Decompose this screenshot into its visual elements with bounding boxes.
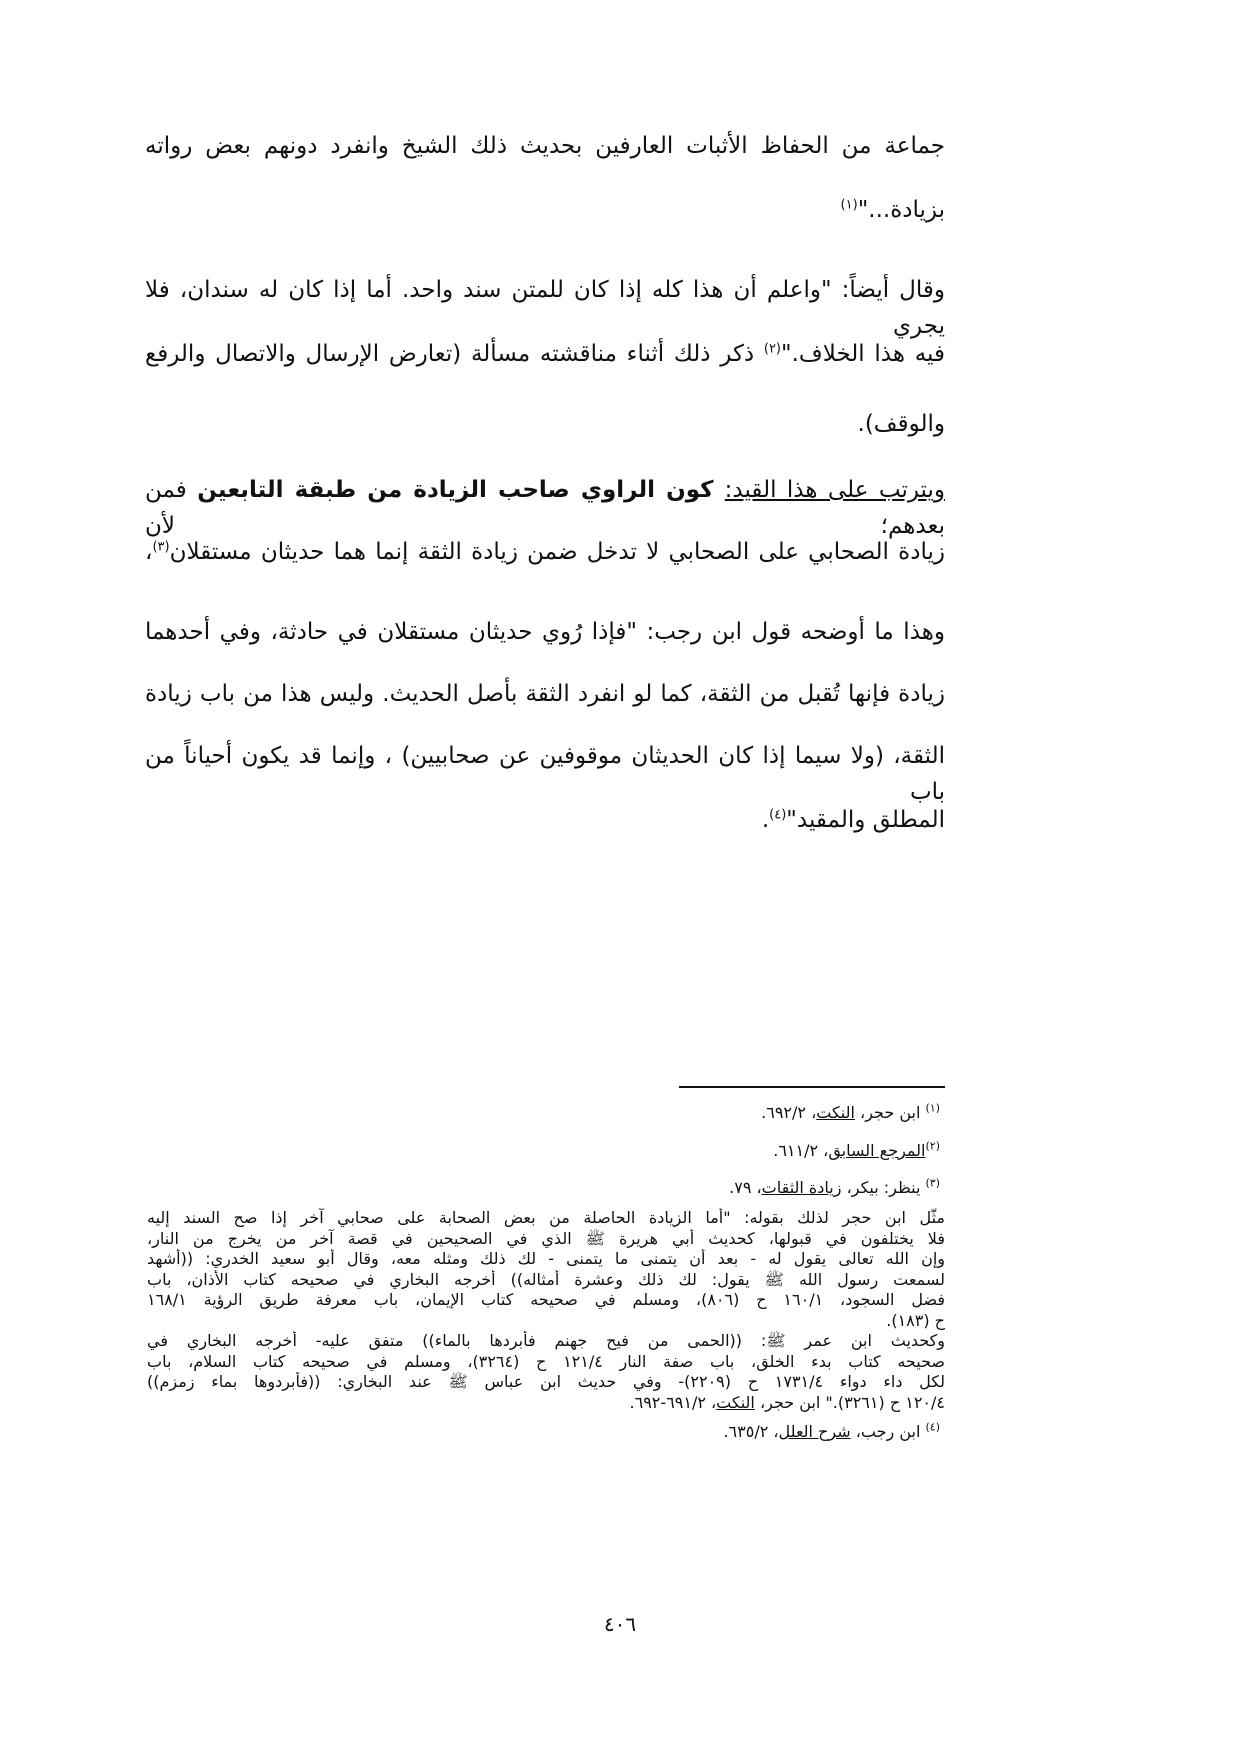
body-text: جماعة من الحفاظ الأثبات العارفين بحديث ذلك الشيخ وانفرد دونهم بعض رواته	[145, 133, 945, 159]
footnote-ref-1[interactable]: (١)	[840, 197, 858, 213]
footnote-title-link: النكت	[716, 1392, 755, 1412]
body-line-5	[145, 406, 945, 442]
footnote-marker: (٢)	[925, 1139, 940, 1153]
footnote-text: ، ٦٩٢/٢.	[761, 1103, 817, 1122]
footnote-marker: (١)	[925, 1101, 940, 1115]
body-text: الثقة، (ولا سيما إذا كان الحديثان موقوفين عن صحابيين) ، وإنما قد يكون أحياناً من باب	[145, 743, 945, 805]
footnote-text: ابن حجر،	[854, 1103, 926, 1122]
body-line-1	[145, 128, 945, 164]
footnote-row: وإن الله تعالى يقول له - بعد أن يتمنى ما يتمنى - لك ذلك ومثله معه، وقال أبو سعيد الخدري: ((أشهد	[147, 1249, 945, 1268]
body-text: فمن بعدهم؛ لأن	[145, 477, 945, 539]
body-line-2	[145, 192, 945, 228]
footnote-row: ح (١٨٣).	[886, 1310, 945, 1330]
body-text: بزيادة..."	[857, 197, 945, 223]
footnote-2	[773, 1140, 940, 1162]
body-text: وقال أيضاً: "واعلم أن هذا كله إذا كان للمتن سند واحد. أما إذا كان له سندان، فلا يجري	[145, 277, 945, 339]
body-text: والوقف).	[857, 411, 945, 437]
footnote-text: ، ٦٩١/٢-٦٩٢.	[629, 1392, 717, 1412]
body-line-3	[145, 272, 945, 344]
footnote-row: فضل السجود، ١٦٠/١ ح (٨٠٦)، ومسلم في صحيحه كتاب الإيمان، باب معرفة طريق الرؤية ١٦٨/١	[147, 1290, 945, 1309]
footnote-text: ، ٦١١/٢.	[773, 1141, 829, 1160]
bold-phrase: كون الراوي صاحب الزيادة من طبقة التابعين	[197, 477, 725, 503]
body-line-10	[145, 738, 945, 810]
footnote-marker: (٤)	[925, 1420, 940, 1434]
footnote-separator	[679, 1086, 945, 1088]
footnote-text: ١٢٠/٤ ح (٣٢٦١)." ابن حجر،	[754, 1392, 945, 1412]
footnote-ref-2[interactable]: (٢)	[763, 341, 781, 357]
footnote-title-link: المرجع السابق	[828, 1141, 926, 1160]
body-text: ،	[145, 539, 153, 565]
body-line-7	[145, 534, 945, 570]
footnote-row: صحيحه كتاب بدء الخلق، باب صفة النار ١٢١/٤ ح (٣٢٦٤)، ومسلم في صحيحه كتاب السلام، باب	[147, 1351, 945, 1371]
footnote-title-link: شرح العلل	[778, 1422, 851, 1441]
footnote-3	[729, 1177, 940, 1199]
body-text: زيادة الصحابي على الصحابي لا تدخل ضمن زيادة الثقة إنما هما حديثان مستقلان	[169, 539, 945, 565]
footnote-row: وكحديث ابن عمر ﷺ: ((الحمى من فيح جهنم فأبردها بالماء)) متفق عليه- أخرجه البخاري في	[147, 1331, 945, 1350]
footnote-row: فلا يختلفون في قبولها، كحديث أبي هريرة ﷺ الذي في الصحيحين في قصة آخر من يخرج من النار،	[147, 1228, 945, 1248]
footnote-title-link: زيادة الثقات	[761, 1178, 842, 1197]
footnote-marker: (٣)	[925, 1176, 940, 1190]
footnote-ref-4[interactable]: (٤)	[769, 807, 787, 823]
footnote-title-link: النكت	[816, 1103, 855, 1122]
page-number: ٤٠٦	[603, 1612, 637, 1636]
footnote-text: ، ٦٣٥/٢.	[723, 1422, 779, 1441]
body-text: زيادة فإنها تُقبل من الثقة، كما لو انفرد الثقة بأصل الحديث. وليس هذا من باب زيادة	[145, 681, 945, 707]
body-line-9	[145, 676, 945, 712]
underlined-phrase: ويترتب على هذا القيد:	[724, 477, 945, 503]
footnote-row	[147, 1393, 945, 1414]
footnote-3-body	[147, 1208, 945, 1413]
body-text: المطلق والمقيد"	[786, 807, 945, 833]
footnote-ref-3[interactable]: (٣)	[152, 539, 170, 555]
footnote-text: ينظر: بيكر،	[841, 1178, 926, 1197]
body-line-11	[145, 802, 945, 838]
footnote-4	[723, 1421, 940, 1443]
body-text: ذكر ذلك أثناء مناقشته مسألة (تعارض الإرسال والاتصال والرفع	[145, 341, 764, 367]
body-text: .	[761, 807, 770, 833]
footnote-row: مثّل ابن حجر لذلك بقوله: "أما الزيادة الحاصلة من بعض الصحابة على صحابي آخر إذا صح السند إليه	[147, 1208, 945, 1227]
body-text: وهذا ما أوضحه قول ابن رجب: "فإذا رُوي حديثان مستقلان في حادثة، وفي أحدهما	[145, 619, 945, 645]
body-text: فيه هذا الخلاف."	[781, 341, 945, 367]
body-line-8	[145, 614, 945, 650]
footnote-text: ، ٧٩.	[729, 1178, 762, 1197]
footnote-text: ابن رجب،	[850, 1422, 926, 1441]
footnote-row: لسمعت رسول الله ﷺ يقول: لك ذلك وعشرة أمثاله)) أخرجه البخاري في صحيحه كتاب الأذان، باب	[147, 1269, 945, 1289]
body-line-4	[145, 336, 945, 372]
footnote-row: لكل داء دواء ١٧٣١/٤ ح (٢٢٠٩)- وفي حديث ابن عباس ﷺ عند البخاري: ((فأبردوها بماء زمزم))	[147, 1372, 945, 1391]
footnote-1	[761, 1102, 940, 1124]
